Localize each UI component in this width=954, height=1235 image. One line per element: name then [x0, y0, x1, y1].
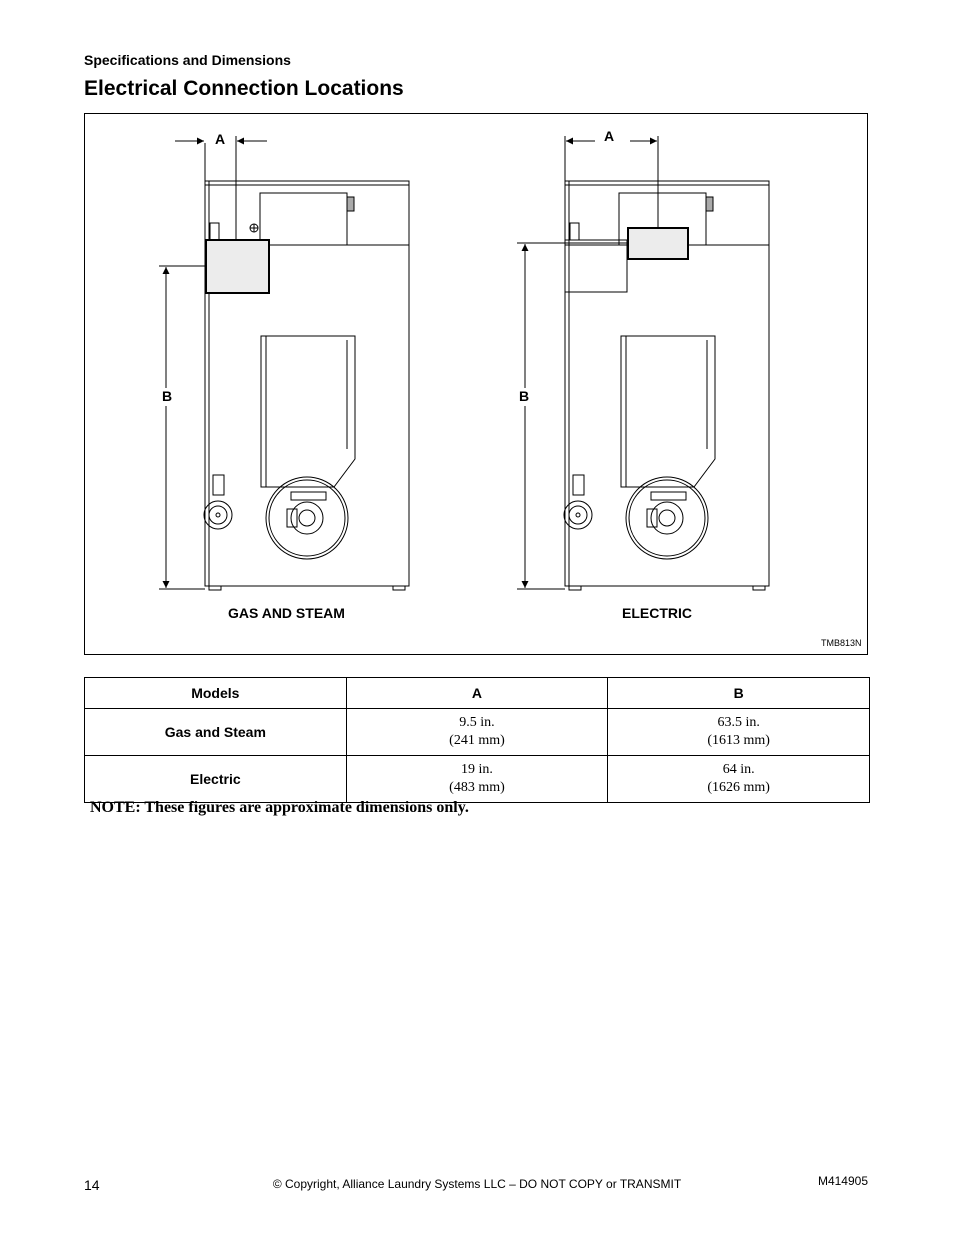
a-inches: 19 in. [461, 762, 493, 777]
b-cell [608, 756, 870, 803]
a-cell [346, 709, 608, 756]
b-inches: 64 in. [722, 762, 755, 777]
section-label: Specifications and Dimensions [84, 52, 291, 68]
table-header-row [85, 678, 870, 709]
gas-steam-machine [204, 181, 409, 590]
table-row [85, 709, 870, 756]
dimension-figure [84, 113, 868, 655]
page-title: Electrical Connection Locations [84, 77, 404, 100]
machine-diagrams [85, 114, 869, 656]
dimensions-note: NOTE: These figures are approximate dimensions only. [90, 799, 469, 816]
gas-steam-dimensions [159, 136, 267, 589]
dimensions-table [84, 677, 870, 803]
model-cell: Gas and Steam [85, 709, 347, 756]
table-row [85, 756, 870, 803]
header-b: B [608, 678, 870, 709]
electric-dim-a-label: A [604, 128, 615, 144]
model-cell: Electric [85, 756, 347, 803]
header-a: A [346, 678, 608, 709]
electric-machine [564, 181, 769, 590]
b-cell [608, 709, 870, 756]
b-inches: 63.5 in. [717, 715, 760, 730]
a-inches: 9.5 in. [459, 715, 495, 730]
gas-dim-b-label: B [162, 388, 173, 404]
electric-dimensions [517, 136, 658, 589]
gas-dim-a-label: A [215, 131, 226, 147]
gas-steam-caption: GAS AND STEAM [228, 605, 345, 621]
b-mm: (1626 mm) [707, 780, 770, 795]
copyright-notice: © Copyright, Alliance Laundry Systems LLC – DO NOT COPY or TRANSMIT [272, 1177, 682, 1191]
page-number: 14 [84, 1177, 100, 1193]
a-cell [346, 756, 608, 803]
a-mm: (483 mm) [449, 780, 505, 795]
electric-dim-b-label: B [519, 388, 530, 404]
header-models: Models [85, 678, 347, 709]
a-mm: (241 mm) [449, 733, 505, 748]
b-mm: (1613 mm) [707, 733, 770, 748]
figure-code: TMB813N [821, 638, 862, 648]
document-code: M414905 [817, 1174, 868, 1188]
electric-caption: ELECTRIC [622, 605, 692, 621]
